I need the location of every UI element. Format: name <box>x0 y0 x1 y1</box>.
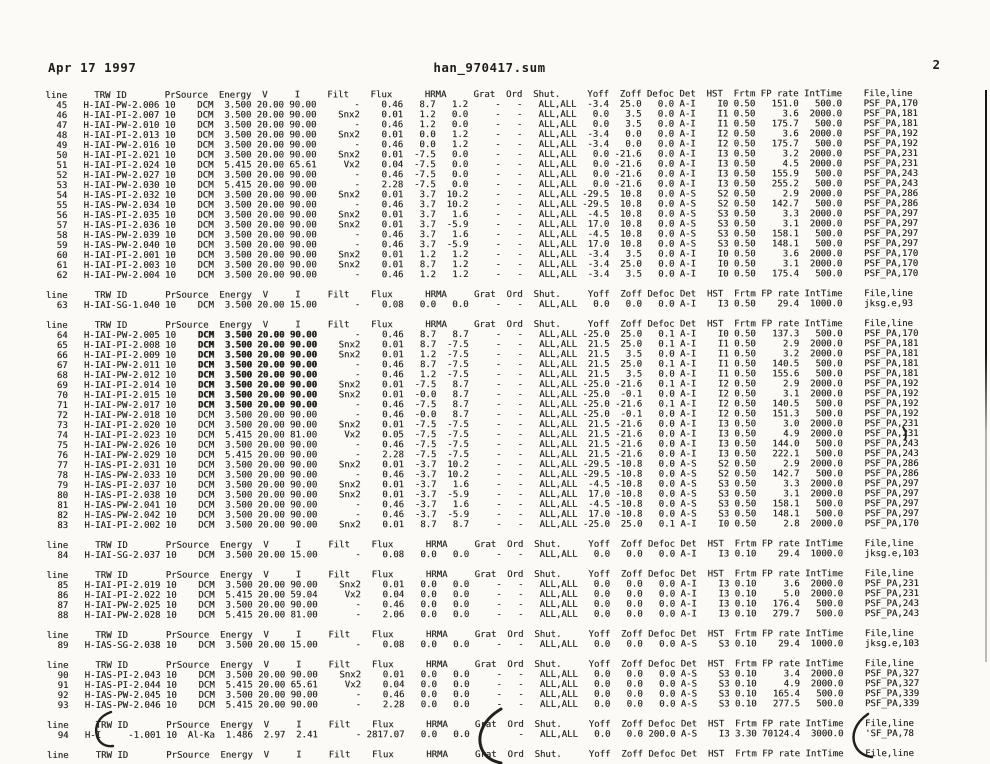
table-row: 83 H-IAI-PI-2.002 10 DCM 3.500 20.00 90.00 Snx2 0.01 8.7 8.7 - - ALL,ALL -25.0 25.0 0.1 A-I I0 0.50 2.8 2000.0 PSF_PA,170 <box>40 519 919 531</box>
table-row: 80 H-IAS-PI-2.038 10 DCM 3.500 20.00 90.00 Snx2 0.01 -3.7 -5.9 - - ALL,ALL 17.0 -10.8 0.0 A-S S3 0.50 3.1 2000.0 PSF_PA,297 <box>40 489 919 501</box>
table-row: 52 H-IAI-PW-2.027 10 DCM 3.500 20.00 90.00 - 0.46 -7.5 0.0 - - ALL,ALL 0.0 -21.6 0.0 A-I I3 0.50 155.9 500.0 PSF_PA,243 <box>40 169 918 181</box>
table-row: 58 H-IAS-PW-2.039 10 DCM 3.500 20.00 90.00 - 0.46 3.7 1.6 - - ALL,ALL -4.5 10.8 0.0 A-S S3 0.50 158.1 500.0 PSF_PA,297 <box>40 229 919 241</box>
table-row: 84 H-IAI-SG-2.037 10 DCM 3.500 20.00 15.00 - 0.08 0.0 0.0 - - ALL,ALL 0.0 0.0 0.0 A-I I3 0.10 29.4 1000.0 jksg.e,103 <box>41 549 919 561</box>
table-row: 72 H-IAI-PW-2.018 10 DCM 3.500 20.00 90.00 - 0.46 -0.0 8.7 - - ALL,ALL -25.0 -0.1 0.0 A-I I2 0.50 151.3 500.0 PSF_PA,192 <box>40 409 919 421</box>
table-row: 64 H-IAI-PW-2.005 10 DCM 3.500 20.00 90.00 - 0.46 8.7 8.7 - - ALL,ALL -25.0 25.0 0.1 A-I I0 0.50 137.3 500.0 PSF_PA,170 <box>40 329 919 341</box>
table-row: 82 H-IAS-PW-2.042 10 DCM 3.500 20.00 90.00 - 0.46 -3.7 -5.9 - - ALL,ALL 17.0 -10.8 0.0 A-S S3 0.50 148.1 500.0 PSF_PA,297 <box>40 509 919 521</box>
table-row: 62 H-IAI-PW-2.004 10 DCM 3.500 20.00 90.00 - 0.46 1.2 1.2 - - ALL,ALL -3.4 3.5 0.0 A-I I0 0.50 175.4 500.0 PSF_PA,170 <box>40 269 919 281</box>
table-row: 54 H-IAS-PI-2.032 10 DCM 3.500 20.00 90.00 Snx2 0.01 3.7 10.2 - - ALL,ALL -29.5 10.8 0.0 A-S S2 0.50 2.9 2000.0 PSF_PA,286 <box>40 189 919 201</box>
page-number: 2 <box>932 57 940 72</box>
table-row: 50 H-IAI-PI-2.021 10 DCM 3.500 20.00 90.00 Snx2 0.01 -7.5 0.0 - - ALL,ALL 0.0 -21.6 0.0 A-I I3 0.50 3.2 2000.0 PSF_PA,231 <box>40 149 918 161</box>
table-row: 56 H-IAS-PI-2.035 10 DCM 3.500 20.00 90.00 Snx2 0.01 3.7 1.6 - - ALL,ALL -4.5 10.8 0.0 A-S S3 0.50 3.3 2000.0 PSF_PA,297 <box>40 209 919 221</box>
table-row: 76 H-IAI-PW-2.029 10 DCM 5.415 20.00 90.00 - 2.28 -7.5 -7.5 - - ALL,ALL 21.5 -21.6 0.0 A-I I3 0.50 222.1 500.0 PSF_PA,243 <box>40 449 919 461</box>
table-row: 81 H-IAS-PW-2.041 10 DCM 3.500 20.00 90.00 - 0.46 -3.7 1.6 - - ALL,ALL -4.5 -10.8 0.0 A-S S3 0.50 158.1 500.0 PSF_PA,297 <box>40 499 919 511</box>
table-row: 63 H-IAI-SG-1.040 10 DCM 3.500 20.00 15.00 - 0.08 0.0 0.0 - - ALL,ALL 0.0 0.0 0.0 A-I I3 0.50 29.4 1000.0 jksg.e,93 <box>40 299 919 311</box>
table-row: 68 H-IAI-PW-2.012 10 DCM 3.500 20.00 90.00 - 0.46 1.2 -7.5 - - ALL,ALL 21.5 3.5 0.0 A-I I1 0.50 155.6 500.0 PSF_PA,181 <box>40 369 919 381</box>
table-row: 69 H-IAI-PI-2.014 10 DCM 3.500 20.00 90.00 Snx2 0.01 -7.5 8.7 - - ALL,ALL -25.0 -21.6 0.1 A-I I2 0.50 2.9 2000.0 PSF_PA,192 <box>40 379 919 391</box>
table-row: 67 H-IAI-PW-2.011 10 DCM 3.500 20.00 90.00 - 0.46 8.7 -7.5 - - ALL,ALL 21.5 25.0 0.1 A-I I1 0.50 140.5 500.0 PSF_PA,181 <box>40 359 919 371</box>
table-header-row: line TRW ID PrSource Energy V I Filt Flux HRMA Grat Ord Shut. Yoff Zoff Defoc Det HST Frtm FP rate IntTime File,line <box>40 89 918 101</box>
table-row: 92 H-IAS-PW-2.045 10 DCM 3.500 20.00 90.00 - 0.46 0.0 0.0 - - ALL,ALL 0.0 0.0 0.0 A-S S3 0.10 165.4 500.0 PSF_PA,339 <box>41 689 920 701</box>
table-row: 86 H-IAI-PI-2.022 10 DCM 5.415 20.00 59.04 Vx2 0.04 0.0 0.0 - - ALL,ALL 0.0 0.0 0.0 A-I I3 0.10 5.0 2000.0 PSF_PA,231 <box>41 589 919 601</box>
table-row: 53 H-IAI-PW-2.030 10 DCM 5.415 20.00 90.00 - 2.28 -7.5 0.0 - - ALL,ALL 0.0 -21.6 0.0 A-I I3 0.50 255.2 500.0 PSF_PA,243 <box>40 179 919 191</box>
table-row: 91 H-IAS-PI-2.044 10 DCM 5.415 20.00 65.61 Vx2 0.04 0.0 0.0 - - ALL,ALL 0.0 0.0 0.0 A-S S3 0.10 4.9 2000.0 PSF_PA,327 <box>41 679 920 691</box>
table-row: 61 H-IAI-PI-2.003 10 DCM 3.500 20.00 90.00 Snx2 0.01 8.7 1.2 - - ALL,ALL -3.4 25.0 0.0 A-I I0 0.50 3.1 2000.0 PSF_PA,170 <box>40 259 919 271</box>
table-row: 46 H-IAI-PI-2.007 10 DCM 3.500 20.00 90.00 Snx2 0.01 1.2 0.0 - - ALL,ALL 0.0 3.5 0.0 A-I I1 0.50 3.6 2000.0 PSF_PA,181 <box>40 109 918 121</box>
table-header-row: line TRW ID PrSource Energy V I Filt Flux HRMA Grat Ord Shut. Yoff Zoff Defoc Det HST Frtm FP rate IntTime File,line <box>41 659 920 671</box>
page-header <box>48 57 940 76</box>
scan-edge-artifact <box>985 90 987 662</box>
page-filename: han_970417.sum <box>433 60 546 75</box>
table-row: 78 H-IAS-PW-2.033 10 DCM 3.500 20.00 90.00 - 0.46 -3.7 10.2 - - ALL,ALL -29.5 -10.8 0.0 A-S S2 0.50 142.7 500.0 PSF_PA,286 <box>40 469 919 481</box>
table-header-row: line TRW ID PrSource Energy V I Filt Flux HRMA Grat Ord Shut. Yoff Zoff Defoc Det HST Frtm FP rate IntTime File,line <box>40 319 919 331</box>
table-header-row: line TRW ID PrSource Energy V I Filt Flux HRMA Grat Ord Shut. Yoff Zoff Defoc Det HST Frtm FP rate IntTime File,line <box>41 749 920 761</box>
table-header-row: line TRW ID PrSource Energy V I Filt Flux HRMA Grat Ord Shut. Yoff Zoff Defoc Det HST Frtm FP rate IntTime File,line <box>40 289 919 301</box>
table-header-row: line TRW ID PrSource Energy V I Filt Flux HRMA Grat Ord Shut. Yoff Zoff Defoc Det HST Frtm FP rate IntTime File,line <box>41 629 920 641</box>
table-row: 88 H-IAI-PW-2.028 10 DCM 5.415 20.00 81.00 - 2.06 0.0 0.0 - - ALL,ALL 0.0 0.0 0.0 A-I I3 0.10 279.7 500.0 PSF_PA,243 <box>41 609 919 621</box>
table-row: 59 H-IAS-PW-2.040 10 DCM 3.500 20.00 90.00 - 0.46 3.7 -5.9 - - ALL,ALL 17.0 10.8 0.0 A-S S3 0.50 148.1 500.0 PSF_PA,297 <box>40 239 919 251</box>
table-row: 94 H-I -1.001 10 Al-Ka 1.486 2.97 2.41 - 2817.07 0.0 0.0 - ALL,ALL 0.0 0.0 200.0 A-S I3 3.30 70124.4 3000.0 'SF_PA,78 <box>41 729 920 741</box>
table-row: 51 H-IAI-PI-2.024 10 DCM 5.415 20.00 65.61 Vx2 0.04 -7.5 0.0 - - ALL,ALL 0.0 -21.6 0.0 A-I I3 0.50 4.5 2000.0 PSF_PA,231 <box>40 159 918 171</box>
table-row: 47 H-IAI-PW-2.010 10 DCM 3.500 20.00 90.00 - 0.46 1.2 0.0 - - ALL,ALL 0.0 3.5 0.0 A-I I1 0.50 175.7 500.0 PSF_PA,181 <box>40 119 918 131</box>
table-row: 60 H-IAI-PI-2.001 10 DCM 3.500 20.00 90.00 Snx2 0.01 1.2 1.2 - - ALL,ALL -3.4 3.5 0.0 A-I I0 0.50 3.6 2000.0 PSF_PA,170 <box>40 249 919 261</box>
table-row: 85 H-IAI-PI-2.019 10 DCM 3.500 20.00 90.00 Snx2 0.01 0.0 0.0 - - ALL,ALL 0.0 0.0 0.0 A-I I3 0.10 3.6 2000.0 PSF_PA,231 <box>41 579 919 591</box>
table-row: 65 H-IAI-PI-2.008 10 DCM 3.500 20.00 90.00 Snx2 0.01 8.7 -7.5 - - ALL,ALL 21.5 25.0 0.1 A-I I1 0.50 2.9 2000.0 PSF_PA,181 <box>40 339 919 351</box>
table-row: 90 H-IAS-PI-2.043 10 DCM 3.500 20.00 90.00 Snx2 0.01 0.0 0.0 - - ALL,ALL 0.0 0.0 0.0 A-S S3 0.10 3.4 2000.0 PSF_PA,327 <box>41 669 920 681</box>
table-row: 93 H-IAS-PW-2.046 10 DCM 5.415 20.00 90.00 - 2.28 0.0 0.0 - - ALL,ALL 0.0 0.0 0.0 A-S S3 0.10 277.5 500.0 PSF_PA,339 <box>41 699 920 711</box>
page-date: Apr 17 1997 <box>48 60 137 75</box>
table-row: 79 H-IAS-PI-2.037 10 DCM 3.500 20.00 90.00 Snx2 0.01 -3.7 1.6 - - ALL,ALL -4.5 -10.8 0.0 A-S S3 0.50 3.3 2000.0 PSF_PA,297 <box>40 479 919 491</box>
table-row: 55 H-IAS-PW-2.034 10 DCM 3.500 20.00 90.00 - 0.46 3.7 10.2 - - ALL,ALL -29.5 10.8 0.0 A-S S2 0.50 142.7 500.0 PSF_PA,286 <box>40 199 919 211</box>
table-header-row: line TRW ID PrSource Energy V I Filt Flux HRMA Grat Ord Shut. Yoff Zoff Defoc Det HST Frtm FP rate IntTime File,line <box>41 539 919 551</box>
table-row: 74 H-IAI-PI-2.023 10 DCM 5.415 20.00 81.00 Vx2 0.05 -7.5 -7.5 - - ALL,ALL 21.5 -21.6 0.0 A-I I3 0.50 4.9 2000.0 PSF_PA,231 <box>40 429 919 441</box>
table-row: 87 H-IAI-PW-2.025 10 DCM 3.500 20.00 90.00 - 0.46 0.0 0.0 - - ALL,ALL 0.0 0.0 0.0 A-I I3 0.10 176.4 500.0 PSF_PA,243 <box>41 599 919 611</box>
table-row: 49 H-IAI-PW-2.016 10 DCM 3.500 20.00 90.00 - 0.46 0.0 1.2 - - ALL,ALL -3.4 0.0 0.0 A-I I2 0.50 175.7 500.0 PSF_PA,192 <box>40 139 918 151</box>
table-row: 70 H-IAI-PI-2.015 10 DCM 3.500 20.00 90.00 Snx2 0.01 -0.0 8.7 - - ALL,ALL -25.0 -0.1 0.0 A-I I2 0.50 3.1 2000.0 PSF_PA,192 <box>40 389 919 401</box>
table-row: 66 H-IAI-PI-2.009 10 DCM 3.500 20.00 90.00 Snx2 0.01 1.2 -7.5 - - ALL,ALL 21.5 3.5 0.0 A-I I1 0.50 3.2 2000.0 PSF_PA,181 <box>40 349 919 361</box>
table-row: 73 H-IAI-PI-2.020 10 DCM 3.500 20.00 90.00 Snx2 0.01 -7.5 -7.5 - - ALL,ALL 21.5 -21.6 0.0 A-I I3 0.50 3.0 2000.0 PSF_PA,231 <box>40 419 919 431</box>
table-row: 48 H-IAI-PI-2.013 10 DCM 3.500 20.00 90.00 Snx2 0.01 0.0 1.2 - - ALL,ALL -3.4 0.0 0.0 A-I I2 0.50 3.6 2000.0 PSF_PA,192 <box>40 129 918 141</box>
table-row: 75 H-IAI-PW-2.026 10 DCM 3.500 20.00 90.00 - 0.46 -7.5 -7.5 - - ALL,ALL 21.5 -21.6 0.0 A-I I3 0.50 144.0 500.0 PSF_PA,243 <box>40 439 919 451</box>
table-row: 89 H-IAS-SG-2.038 10 DCM 3.500 20.00 15.00 - 0.08 0.0 0.0 - - ALL,ALL 0.0 0.0 0.0 A-S S3 0.10 29.4 1000.0 jksg.e,103 <box>41 639 920 651</box>
table-row: 77 H-IAS-PI-2.031 10 DCM 3.500 20.00 90.00 Snx2 0.01 -3.7 10.2 - - ALL,ALL -29.5 -10.8 0.0 A-S S2 0.50 2.9 2000.0 PSF_PA,286 <box>40 459 919 471</box>
table-header-row: line TRW ID PrSource Energy V I Filt Flux HRMA Grat Ord Shut. Yoff Zoff Defoc Det HST Frtm FP rate IntTime File,line <box>41 569 919 581</box>
table-header-row: line TRW ID PrSource Energy V I Filt Flux HRMA Grat Ord Shut. Yoff Zoff Defoc Det HST Frtm FP rate IntTime File,line <box>41 719 920 731</box>
table-row: 57 H-IAS-PI-2.036 10 DCM 3.500 20.00 90.00 Snx2 0.01 3.7 -5.9 - - ALL,ALL 17.0 10.8 0.0 A-S S3 0.50 3.1 2000.0 PSF_PA,297 <box>40 219 919 231</box>
table-row: 45 H-IAI-PW-2.006 10 DCM 3.500 20.00 90.00 - 0.46 8.7 1.2 - - ALL,ALL -3.4 25.0 0.0 A-I I0 0.50 151.0 500.0 PSF_PA,170 <box>40 99 918 111</box>
observation-table <box>40 89 919 761</box>
table-row: 71 H-IAI-PW-2.017 10 DCM 3.500 20.00 90.00 - 0.46 -7.5 8.7 - - ALL,ALL -25.0 -21.6 0.1 A-I I2 0.50 140.5 500.0 PSF_PA,192 <box>40 399 919 411</box>
